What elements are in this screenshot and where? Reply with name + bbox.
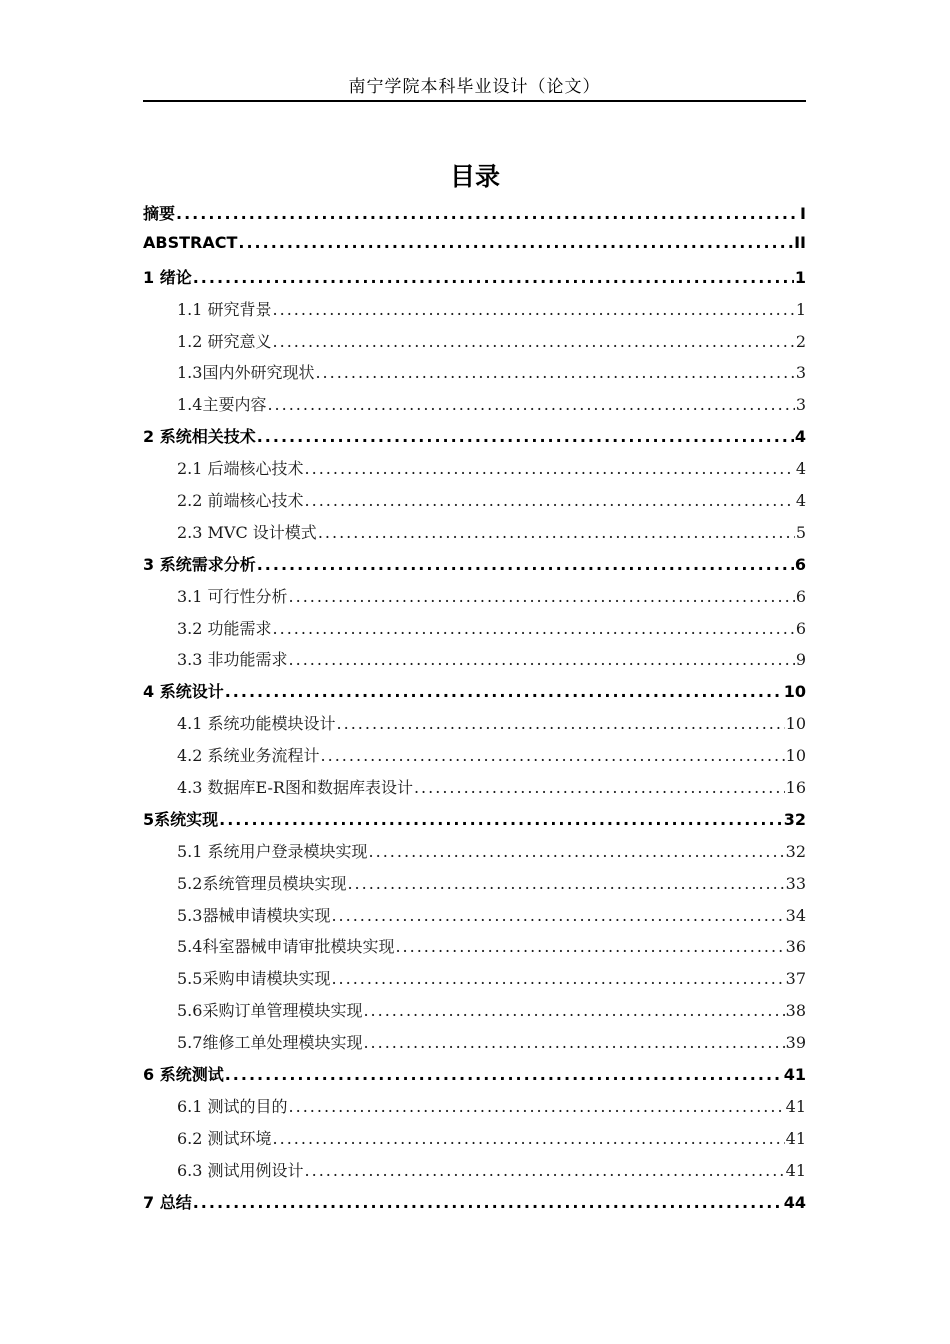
toc-page-number: 41: [785, 1096, 806, 1116]
toc-entry-title: 2.3 MVC 设计模式: [177, 522, 317, 542]
toc-title: 目录: [449, 162, 500, 191]
toc-section-entry[interactable]: [143, 584, 806, 616]
toc-section-entry[interactable]: [143, 1030, 806, 1062]
toc-page-number: 38: [785, 1001, 806, 1021]
toc-page-number: 4: [795, 491, 806, 511]
toc-entry-title: 2.2 前端核心技术: [177, 491, 304, 511]
toc-section-entry[interactable]: [143, 488, 806, 520]
toc-dot-leader: [289, 1097, 785, 1116]
toc-page-number: I: [800, 204, 806, 223]
toc-page-number: 16: [785, 778, 806, 798]
toc-dot-leader: [193, 268, 794, 287]
toc-dot-leader: [347, 874, 784, 893]
toc-dot-leader: [289, 650, 795, 669]
toc-entry-title: 5.5采购申请模块实现: [177, 969, 331, 989]
header-rule: [143, 100, 806, 102]
toc-dot-leader: [321, 746, 785, 765]
toc-entry-title: 4.3 数据库E-R图和数据库表设计: [177, 778, 413, 798]
toc-entry-title: 1.1 研究背景: [177, 299, 272, 319]
toc-dot-leader: [225, 1065, 783, 1084]
toc-page-number: 37: [785, 969, 806, 989]
toc-page-number: 36: [785, 937, 806, 957]
toc-entry-title: 1.3国内外研究现状: [177, 363, 315, 383]
toc-section-entry[interactable]: [143, 329, 806, 361]
toc-dot-leader: [273, 1129, 785, 1148]
toc-chapter-entry[interactable]: [143, 807, 806, 839]
toc-dot-leader: [219, 810, 783, 829]
toc-page-number: II: [794, 232, 806, 252]
toc-page-number: 41: [785, 1128, 806, 1148]
toc-section-entry[interactable]: [143, 1158, 806, 1190]
toc-chapter-entry[interactable]: [143, 1190, 806, 1222]
toc-entry-title: 5.7维修工单处理模块实现: [177, 1033, 363, 1053]
toc-entry-title: 3.2 功能需求: [177, 618, 272, 638]
toc-dot-leader: [305, 1161, 785, 1180]
toc-page-number: 6: [795, 586, 806, 606]
toc-page-number: 3: [795, 363, 806, 383]
toc-page-number: 2: [795, 331, 806, 351]
toc-dot-leader: [305, 459, 795, 478]
toc-section-entry[interactable]: [143, 520, 806, 552]
toc-page-number: 41: [783, 1065, 806, 1085]
toc-entry-title: 5系统实现: [143, 809, 219, 829]
toc-page-number: 41: [785, 1160, 806, 1180]
toc-page-number: 6: [795, 618, 806, 638]
toc-entry-title: 2 系统相关技术: [143, 427, 256, 447]
toc-chapter-entry[interactable]: [143, 424, 806, 456]
toc-section-entry[interactable]: [143, 456, 806, 488]
table-of-contents: [143, 201, 806, 1222]
toc-section-entry[interactable]: [143, 297, 806, 329]
toc-page-number: 5: [795, 522, 806, 542]
toc-dot-leader: [273, 300, 795, 319]
toc-page-number: 32: [783, 809, 806, 829]
toc-dot-leader: [267, 395, 794, 414]
toc-entry-title: 6 系统测试: [143, 1065, 224, 1085]
toc-entry-title: 4.2 系统业务流程计: [177, 746, 320, 766]
toc-dot-leader: [318, 523, 795, 542]
toc-section-entry[interactable]: [143, 1126, 806, 1158]
toc-entry-title: 1.4主要内容: [177, 395, 267, 415]
page-header: 南宁学院本科毕业设计（论文）: [348, 77, 601, 97]
toc-entry-title: 3 系统需求分析: [143, 554, 256, 574]
toc-page-number: 39: [785, 1033, 806, 1053]
toc-entry-title: 5.4科室器械申请审批模块实现: [177, 937, 395, 957]
toc-entry-title: 5.2系统管理员模块实现: [177, 873, 347, 893]
toc-dot-leader: [369, 842, 785, 861]
toc-dot-leader: [337, 714, 785, 733]
toc-dot-leader: [238, 233, 793, 252]
toc-page-number: 9: [795, 650, 806, 670]
toc-dot-leader: [289, 587, 795, 606]
toc-section-entry[interactable]: [143, 903, 806, 935]
toc-page-number: 3: [795, 395, 806, 415]
toc-entry-title: 4.1 系统功能模块设计: [177, 714, 336, 734]
toc-dot-leader: [315, 363, 794, 382]
toc-dot-leader: [225, 682, 783, 701]
toc-dot-leader: [395, 937, 784, 956]
toc-entry-title: 5.1 系统用户登录模块实现: [177, 841, 368, 861]
toc-section-entry[interactable]: [143, 711, 806, 743]
toc-section-entry[interactable]: [143, 392, 806, 424]
toc-page-number: 6: [794, 554, 806, 574]
toc-page-number: 10: [785, 714, 806, 734]
toc-dot-leader: [193, 1193, 783, 1212]
toc-entry-title: 2.1 后端核心技术: [177, 459, 304, 479]
toc-section-entry[interactable]: [143, 871, 806, 903]
toc-entry-title: 3.3 非功能需求: [177, 650, 288, 670]
toc-page-number: 10: [783, 682, 806, 702]
toc-entry-title: 7 总结: [143, 1192, 192, 1212]
toc-section-entry[interactable]: [143, 775, 806, 807]
toc-entry-title: 1.2 研究意义: [177, 331, 272, 351]
toc-entry-title: 5.6采购订单管理模块实现: [177, 1001, 363, 1021]
toc-dot-leader: [305, 491, 795, 510]
toc-chapter-entry[interactable]: [143, 233, 806, 265]
toc-dot-leader: [331, 906, 784, 925]
toc-chapter-entry[interactable]: [143, 679, 806, 711]
toc-dot-leader: [257, 427, 794, 446]
toc-dot-leader: [363, 1033, 784, 1052]
toc-dot-leader: [273, 619, 795, 638]
toc-page-number: 1: [795, 299, 806, 319]
toc-entry-title: 6.3 测试用例设计: [177, 1160, 304, 1180]
toc-entry-title: 6.2 测试环境: [177, 1128, 272, 1148]
toc-entry-title: 6.1 测试的目的: [177, 1096, 288, 1116]
toc-page-number: 1: [794, 267, 806, 287]
toc-entry-title: 1 绪论: [143, 267, 192, 287]
toc-section-entry[interactable]: [143, 1094, 806, 1126]
toc-dot-leader: [257, 555, 794, 574]
toc-chapter-entry[interactable]: [143, 265, 806, 297]
toc-section-entry[interactable]: [143, 616, 806, 648]
toc-entry-title: ABSTRACT: [143, 232, 238, 252]
toc-page-number: 34: [785, 905, 806, 925]
toc-section-entry[interactable]: [143, 839, 806, 871]
toc-dot-leader: [414, 778, 785, 797]
toc-dot-leader: [176, 204, 799, 223]
toc-entry-title: 摘要: [143, 204, 176, 223]
toc-page-number: 44: [783, 1192, 806, 1212]
toc-entry-title: 4 系统设计: [143, 682, 224, 702]
toc-dot-leader: [363, 1001, 784, 1020]
toc-entry-title: 3.1 可行性分析: [177, 586, 288, 606]
toc-chapter-entry[interactable]: [143, 552, 806, 584]
toc-section-entry[interactable]: [143, 998, 806, 1030]
toc-chapter-entry[interactable]: [143, 1062, 806, 1094]
toc-section-entry[interactable]: [143, 966, 806, 998]
toc-section-entry[interactable]: [143, 360, 806, 392]
toc-section-entry[interactable]: [143, 743, 806, 775]
toc-page-number: 4: [795, 459, 806, 479]
toc-dot-leader: [331, 969, 784, 988]
toc-section-entry[interactable]: [143, 647, 806, 679]
toc-page-number: 32: [785, 841, 806, 861]
toc-page-number: 10: [785, 746, 806, 766]
toc-chapter-entry[interactable]: [143, 201, 806, 233]
toc-page-number: 4: [794, 427, 806, 447]
toc-dot-leader: [273, 332, 795, 351]
toc-entry-title: 5.3器械申请模块实现: [177, 905, 331, 925]
toc-page-number: 33: [785, 873, 806, 893]
toc-section-entry[interactable]: [143, 934, 806, 966]
